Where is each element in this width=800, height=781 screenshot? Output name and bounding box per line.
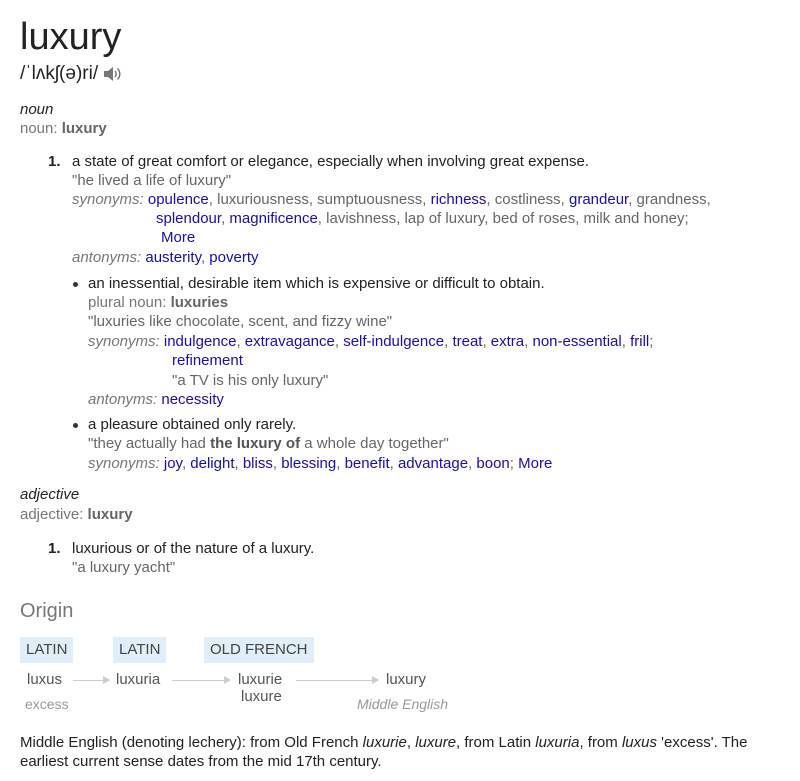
synonym-link[interactable]: self-indulgence bbox=[343, 333, 445, 350]
pos-line-noun: noun: luxury bbox=[20, 120, 107, 137]
origin-description: Middle English (denoting lechery): from Old French luxurie, luxure, from Latin luxuria, from luxus 'excess'. The earliest current sense dates from the mid 17th century. bbox=[20, 734, 748, 770]
synonym-link[interactable]: grandeur bbox=[568, 191, 629, 208]
synonym-link[interactable]: joy bbox=[163, 455, 182, 472]
synonym: lap of luxury bbox=[404, 210, 485, 227]
plural-line: plural noun: luxuries bbox=[88, 294, 229, 311]
arrow-right-icon bbox=[172, 680, 230, 681]
synonym: milk and honey bbox=[583, 210, 685, 227]
bullet-icon bbox=[73, 423, 78, 428]
antonyms-row: antonyms: necessity bbox=[88, 391, 224, 408]
synonym-link[interactable]: boon bbox=[476, 455, 510, 472]
etymon: luxuria bbox=[116, 671, 161, 688]
language-chip: OLD FRENCH bbox=[204, 637, 314, 663]
synonym-link[interactable]: non-essential bbox=[532, 333, 622, 350]
etymon-variant: luxure bbox=[241, 688, 282, 705]
synonym-link[interactable]: opulence bbox=[147, 191, 209, 208]
pos-adjective: adjective bbox=[20, 486, 80, 503]
bullet-icon bbox=[73, 282, 78, 287]
language-chip: LATIN bbox=[20, 637, 73, 663]
phonetic: /ˈlʌkʃ(ə)ri/ bbox=[20, 63, 99, 84]
synonym-link[interactable]: advantage bbox=[397, 455, 469, 472]
definition: a state of great comfort or elegance, especially when involving great expense. bbox=[72, 153, 589, 170]
synonym-link[interactable]: richness bbox=[430, 191, 487, 208]
example: "he lived a life of luxury" bbox=[72, 172, 232, 189]
pos-noun: noun bbox=[20, 101, 54, 118]
etymon: luxurie bbox=[238, 671, 283, 688]
synonym: luxuriousness bbox=[217, 191, 309, 208]
phonetic-row bbox=[20, 63, 122, 85]
synonym-link[interactable]: treat bbox=[452, 333, 483, 350]
example: "they actually had the luxury of a whole day together" bbox=[88, 435, 449, 452]
synonym-link[interactable]: bliss bbox=[242, 455, 273, 472]
synonym-link[interactable]: frill bbox=[630, 333, 650, 350]
antonym-link[interactable]: poverty bbox=[209, 249, 259, 266]
pos-line-adjective: adjective: luxury bbox=[20, 506, 133, 523]
definition: a pleasure obtained only rarely. bbox=[88, 416, 297, 433]
synonym: sumptuousness bbox=[317, 191, 423, 208]
headword: luxury bbox=[20, 16, 122, 58]
synonym-link[interactable]: indulgence bbox=[163, 333, 237, 350]
language-chip: LATIN bbox=[113, 637, 166, 663]
synonym-link[interactable]: magnificence bbox=[229, 210, 318, 227]
synonym-link[interactable]: splendour bbox=[156, 210, 222, 227]
antonym-link[interactable]: necessity bbox=[161, 391, 224, 408]
etymon: luxury bbox=[386, 671, 427, 688]
synonym: costliness bbox=[494, 191, 561, 208]
synonym-link[interactable]: delight bbox=[190, 455, 235, 472]
synonyms-row: synonyms: opulence, luxuriousness, sumptuousness, richness, costliness, grandeur, grandness, bbox=[72, 191, 711, 208]
more-link[interactable]: More bbox=[161, 229, 196, 246]
sense-number: 1. bbox=[48, 153, 61, 170]
synonym: grandness bbox=[636, 191, 707, 208]
example: "luxuries like chocolate, scent, and fizzy wine" bbox=[88, 313, 393, 330]
synonym: bed of roses bbox=[492, 210, 576, 227]
synonym-example: "a TV is his only luxury" bbox=[172, 372, 329, 389]
synonyms-row: synonyms: indulgence, extravagance, self-indulgence, treat, extra, non-essential, frill; bbox=[88, 333, 654, 350]
definition: luxurious or of the nature of a luxury. bbox=[72, 540, 315, 557]
more-link[interactable]: More bbox=[518, 455, 553, 472]
synonym: lavishness bbox=[326, 210, 397, 227]
synonyms-row-2: splendour, magnificence, lavishness, lap of luxury, bed of roses, milk and honey; bbox=[156, 210, 689, 227]
synonyms-row: synonyms: joy, delight, bliss, blessing, benefit, advantage, boon; More bbox=[88, 455, 553, 472]
arrow-right-icon bbox=[296, 680, 378, 681]
etymon-gloss: excess bbox=[25, 696, 69, 712]
synonym-link[interactable]: benefit bbox=[344, 455, 390, 472]
synonym-link[interactable]: extravagance bbox=[244, 333, 335, 350]
etymon: luxus bbox=[27, 671, 63, 688]
antonym-link[interactable]: austerity bbox=[145, 249, 201, 266]
antonyms-row: antonyms: austerity, poverty bbox=[72, 249, 259, 266]
synonym-link[interactable]: blessing bbox=[281, 455, 337, 472]
example: "a luxury yacht" bbox=[72, 559, 176, 576]
arrow-right-icon bbox=[73, 680, 109, 681]
sense-number: 1. bbox=[48, 540, 61, 557]
speaker-icon[interactable] bbox=[102, 65, 122, 83]
definition: an inessential, desirable item which is expensive or difficult to obtain. bbox=[88, 275, 545, 292]
etymon-period: Middle English bbox=[357, 696, 449, 712]
synonym-link[interactable]: refinement bbox=[172, 352, 243, 369]
synonym-link[interactable]: extra bbox=[490, 333, 525, 350]
origin-heading: Origin bbox=[20, 600, 74, 622]
